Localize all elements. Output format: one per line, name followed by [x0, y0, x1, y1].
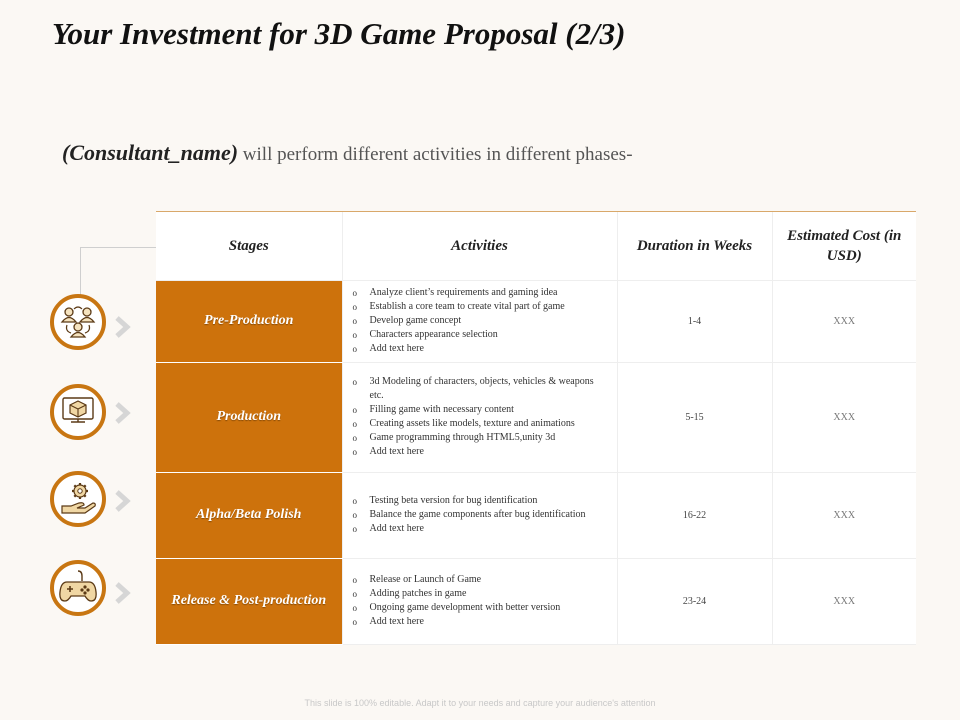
subtitle [62, 140, 633, 166]
activities-cell [342, 558, 617, 644]
cost-cell: XXX [772, 362, 916, 472]
cost-cell: XXX [772, 472, 916, 558]
activity-item: o Testing beta version for bug identification [353, 494, 609, 508]
activity-item: o Establish a core team to create vital part of game [353, 300, 609, 314]
stage-cell: Release & Post-production [156, 558, 342, 644]
table-row [156, 362, 916, 472]
duration-cell: 23-24 [617, 558, 772, 644]
duration-cell: 1-4 [617, 280, 772, 362]
chevron-right-icon [114, 490, 132, 512]
connector-line [80, 247, 81, 297]
gamepad-icon [50, 560, 106, 616]
activities-cell [342, 280, 617, 362]
activity-item: o Develop game concept [353, 314, 609, 328]
header-duration: Duration in Weeks [617, 212, 772, 280]
cost-cell: XXX [772, 558, 916, 644]
consultant-name: (Consultant_name) [62, 140, 239, 165]
table-header-row [156, 212, 916, 280]
connector-line [80, 247, 156, 248]
activity-item: o Add text here [353, 522, 609, 536]
computer-cube-icon [50, 384, 106, 440]
team-icon [50, 294, 106, 350]
activity-item: o Balance the game components after bug identification [353, 508, 609, 522]
activity-item: o Characters appearance selection [353, 328, 609, 342]
activity-item: o Filling game with necessary content [353, 403, 609, 417]
hand-gear-icon [50, 471, 106, 527]
chevron-right-icon [114, 582, 132, 604]
investment-table [156, 211, 916, 645]
header-cost: Estimated Cost (in USD) [772, 212, 916, 280]
header-activities: Activities [342, 212, 617, 280]
activity-item: o Creating assets like models, texture and animations [353, 417, 609, 431]
chevron-right-icon [114, 316, 132, 338]
chevron-right-icon [114, 402, 132, 424]
stage-cell: Alpha/Beta Polish [156, 472, 342, 558]
activity-item: o Add text here [353, 445, 609, 459]
duration-cell: 16-22 [617, 472, 772, 558]
table-row [156, 472, 916, 558]
cost-cell: XXX [772, 280, 916, 362]
stage-cell: Production [156, 362, 342, 472]
activity-item: o Adding patches in game [353, 587, 609, 601]
activity-item: o Ongoing game development with better version [353, 601, 609, 615]
activity-item: o Add text here [353, 615, 609, 629]
table-row [156, 280, 916, 362]
activity-item: o 3d Modeling of characters, objects, vehicles & weapons etc. [353, 375, 609, 403]
activity-item: o Analyze client’s requirements and gaming idea [353, 286, 609, 300]
stage-cell: Pre-Production [156, 280, 342, 362]
activity-item: o Add text here [353, 342, 609, 356]
activities-cell [342, 362, 617, 472]
subtitle-text: will perform different activities in different phases- [238, 144, 633, 165]
activity-item: o Release or Launch of Game [353, 573, 609, 587]
activity-item: o Game programming through HTML5,unity 3d [353, 431, 609, 445]
table-row [156, 558, 916, 644]
footer-note: This slide is 100% editable. Adapt it to your needs and capture your audience's attention [304, 698, 656, 708]
activities-cell [342, 472, 617, 558]
duration-cell: 5-15 [617, 362, 772, 472]
header-stages: Stages [156, 212, 342, 280]
page-title: Your Investment for 3D Game Proposal (2/3) [52, 16, 626, 51]
